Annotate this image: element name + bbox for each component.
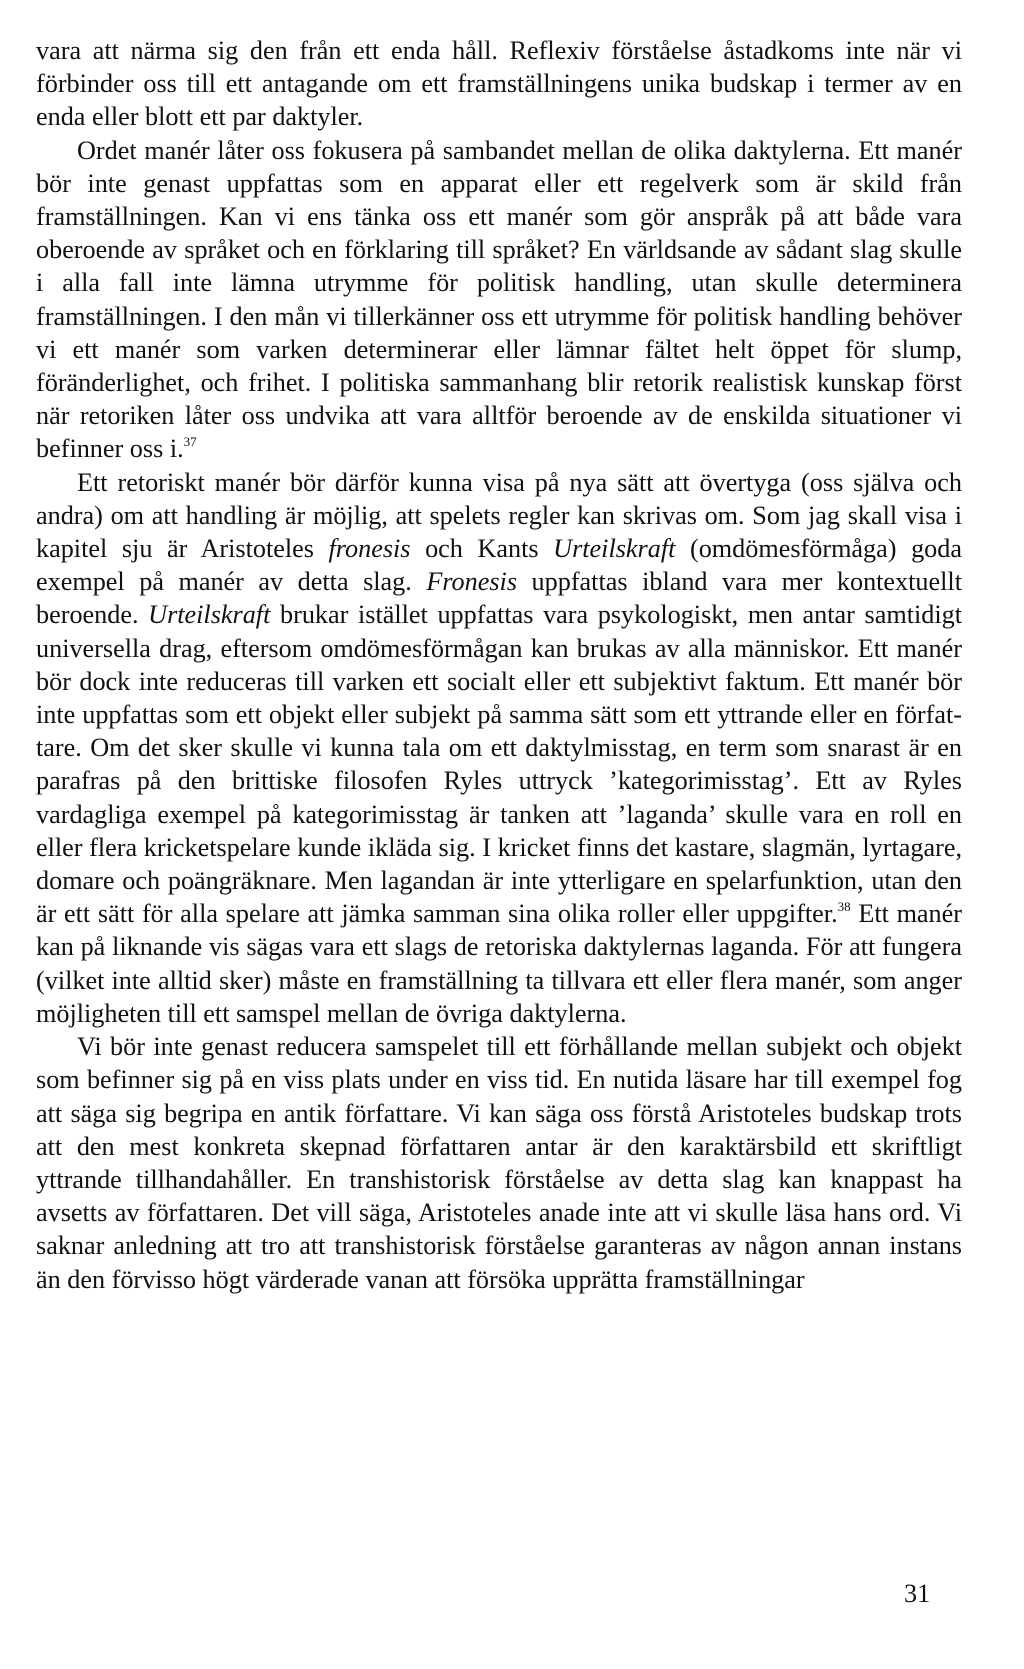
paragraph-2 <box>36 134 962 466</box>
paragraph-4 <box>36 1030 962 1296</box>
paragraph-3-text-part-6: Ett manér kan på liknande vis sägas vara ett slags de retoriska daktylernas laganda. För att fungera (vilket inte alltid sker) måste en framställning ta tillvara ett eller flera manér, som anger möjligheten till ett samspel mellan de övriga daktylerna. <box>36 899 962 1028</box>
paragraph-3-text-part-1: Ett retoriskt manér bör därför kunna visa på nya sätt att övertyga (oss själva och andra) om att handling är möjlig, att spelets regler kan skrivas om. Som jag skall visa i kapitel sju är Aristoteles <box>36 467 962 564</box>
body-text <box>36 34 962 1296</box>
paragraph-3-text-part-5: brukar istället uppfattas vara psykologiskt, men antar samtidigt universella drag, eftersom omdömesförmågan kan brukas av alla människor. Ett manér bör dock inte reduceras till varken ett socialt eller ett subjektivt faktum. Ett manér bör inte uppfattas som ett objekt eller subjekt på samma sätt som ett yttrande eller en författare. Om det sker skulle vi kunna tala om ett daktylmisstag, en term som snarast är en parafras på den brittiske filosofen Ryles uttryck ’kategorimisstag’. Ett av Ryles vardagliga exempel på kategorimisstag är tanken att ’laganda’ skulle vara en roll en eller flera kricketspelare kunde ikläda sig. I kricket finns det kastare, slagmän, lyrtagare, domare och poängräknare. Men lagandan är inte ytterligare en spelarfunktion, utan den är ett sätt för alla spelare att jämka samman sina olika roller eller uppgifter. <box>36 600 962 929</box>
paragraph-3 <box>36 466 962 1030</box>
footnote-ref-37: 37 <box>183 433 197 449</box>
term-fronesis-2: Fronesis <box>426 567 518 597</box>
paragraph-1 <box>36 34 962 134</box>
paragraph-4-text: Vi bör inte genast reducera samspelet till ett förhållande mellan subjekt och objekt som befinner sig på en viss plats under en viss tid. En nutida läsare har till exempel fog att säga sig begripa en antik författare. Vi kan säga oss förstå Aristoteles budskap trots att den mest konkreta skepnad författaren antar är den karaktärsbild ett skriftligt yttrande tillhandahåller. En transhistorisk förståelse av detta slag kan knappast ha avsetts av författaren. Det vill säga, Aristoteles anade inte att vi skulle läsa hans ord. Vi saknar anledning att tro att transhistorisk förståelse garanteras av någon annan instans än den förvisso högt värderade vanan att försöka upprätta framställningar <box>36 1032 962 1294</box>
paragraph-1-text: vara att närma sig den från ett enda håll. Reflexiv förståelse åstadkoms inte när vi förbinder oss till ett antagande om ett framställningens unika budskap i termer av en enda eller blott ett par daktyler. <box>36 36 962 132</box>
term-urteilskraft: Urteilskraft <box>553 534 676 564</box>
paragraph-3-text-part-2: och Kants <box>410 534 554 564</box>
paragraph-3-text-part-3: (omdömesförmåga) goda exempel på manér av detta slag. <box>36 534 962 597</box>
term-urteilskraft-2: Urteilskraft <box>148 600 271 630</box>
paragraph-2-text: Ordet manér låter oss fokusera på sambandet mellan de olika daktylerna. Ett manér bör inte genast uppfattas som en apparat eller ett regelverk som är skild från framställningen. Kan vi ens tänka oss ett manér som gör anspråk på att både vara oberoende av språket och en förklaring till språket? En världsande av sådant slag skulle i alla fall inte lämna utrymme för politisk handling, utan skulle determinera framställningen. I den mån vi tillerkänner oss ett utrymme för politisk handling behöver vi ett manér som varken determinerar eller lämnar fältet helt öppet för slump, föränderlighet, och frihet. I politiska sammanhang blir retorik realistisk kunskap först när retoriken låter oss undvika att vara alltför beroende av de enskilda situationer vi befinner oss i. <box>36 135 962 464</box>
page-number: 31 <box>904 1579 931 1608</box>
paragraph-3-text-part-4: uppfattas ibland vara mer kontextuellt beroende. <box>36 567 962 630</box>
footnote-ref-38: 38 <box>837 898 851 914</box>
term-fronesis: fronesis <box>328 534 411 564</box>
